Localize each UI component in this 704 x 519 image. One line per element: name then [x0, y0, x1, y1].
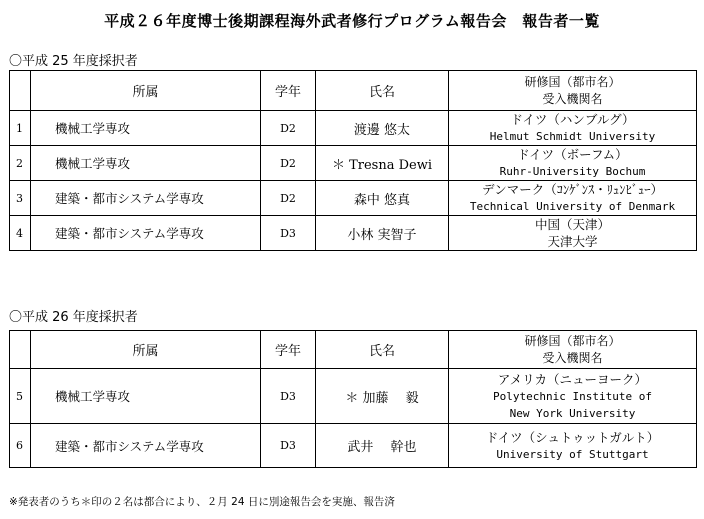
section-heading-h26: 〇平成 26 年度採択者 [9, 310, 138, 325]
row-host [449, 369, 697, 424]
reporter-table-h25 [9, 70, 697, 251]
header-host [449, 331, 697, 369]
row-number: 4 [10, 216, 31, 251]
row-grade: D3 [261, 424, 316, 468]
row-number: 3 [10, 181, 31, 216]
table-header-row [10, 71, 697, 111]
row-grade: D2 [261, 146, 316, 181]
host-institution: 天津大学 [547, 234, 598, 249]
header-affiliation: 所属 [31, 71, 261, 111]
host-institution: Ruhr-University Bochum [499, 165, 646, 178]
header-affiliation: 所属 [31, 331, 261, 369]
header-host-line2: 受入機関名 [542, 91, 603, 106]
row-name: 森中 悠真 [316, 181, 449, 216]
row-host [449, 146, 697, 181]
row-affiliation: 建築・都市システム学専攻 [31, 181, 261, 216]
header-grade: 学年 [261, 71, 316, 111]
table-row [10, 146, 697, 181]
row-grade: D3 [261, 216, 316, 251]
header-no [10, 331, 31, 369]
header-name: 氏名 [316, 331, 449, 369]
row-name: 小林 実智子 [316, 216, 449, 251]
row-affiliation: 機械工学専攻 [31, 146, 261, 181]
row-affiliation: 建築・都市システム学専攻 [31, 424, 261, 468]
row-host [449, 216, 697, 251]
host-country-city: アメリカ（ニューヨーク） [497, 371, 648, 387]
header-host-line1: 研修国（都市名） [524, 74, 621, 89]
table-row [10, 216, 697, 251]
row-affiliation: 機械工学専攻 [31, 111, 261, 146]
row-affiliation: 機械工学専攻 [31, 369, 261, 424]
header-host [449, 71, 697, 111]
table-row [10, 181, 697, 216]
row-number: 2 [10, 146, 31, 181]
header-name: 氏名 [316, 71, 449, 111]
row-affiliation: 建築・都市システム学専攻 [31, 216, 261, 251]
row-host [449, 181, 697, 216]
row-number: 5 [10, 369, 31, 424]
header-grade: 学年 [261, 331, 316, 369]
host-country-city: 中国（天津） [534, 217, 610, 232]
row-host [449, 424, 697, 468]
row-host [449, 111, 697, 146]
table-header-row [10, 331, 697, 369]
host-institution: Polytechnic Institute of [493, 389, 652, 403]
table-row [10, 424, 697, 468]
row-grade: D3 [261, 369, 316, 424]
row-grade: D2 [261, 181, 316, 216]
section-heading-h25: 〇平成 25 年度採択者 [9, 54, 138, 69]
row-name: 武井 幹也 [316, 424, 449, 468]
row-name: ＊ Tresna Dewi [316, 146, 449, 181]
header-host-line2: 受入機関名 [542, 350, 603, 365]
header-no [10, 71, 31, 111]
row-number: 1 [10, 111, 31, 146]
host-institution: Helmut Schmidt University [489, 130, 656, 143]
host-institution: New York University [509, 406, 636, 420]
host-country-city: ドイツ（ボーフム） [517, 147, 628, 162]
host-country-city: デンマーク（ｺﾝｹﾞﾝｽ・ﾘｭﾝﾋﾞｭｰ） [481, 182, 663, 197]
footnote: ※発表者のうち＊印の２名は都合により、２月 24 日に別途報告会を実施、報告済 [9, 496, 395, 508]
row-grade: D2 [261, 111, 316, 146]
row-number: 6 [10, 424, 31, 468]
table-row [10, 369, 697, 424]
header-host-line1: 研修国（都市名） [524, 333, 621, 348]
host-institution: Technical University of Denmark [469, 200, 676, 213]
host-institution: University of Stuttgart [496, 447, 649, 461]
host-country-city: ドイツ（ハンブルグ） [510, 112, 635, 127]
host-country-city: ドイツ（シュトゥットガルト） [485, 429, 660, 445]
row-name: 渡邊 悠太 [316, 111, 449, 146]
reporter-table-h26 [9, 330, 697, 468]
table-row [10, 111, 697, 146]
row-name: ＊ 加藤 毅 [316, 369, 449, 424]
page-title: 平成２６年度博士後期課程海外武者修行プログラム報告会 報告者一覧 [104, 12, 600, 30]
